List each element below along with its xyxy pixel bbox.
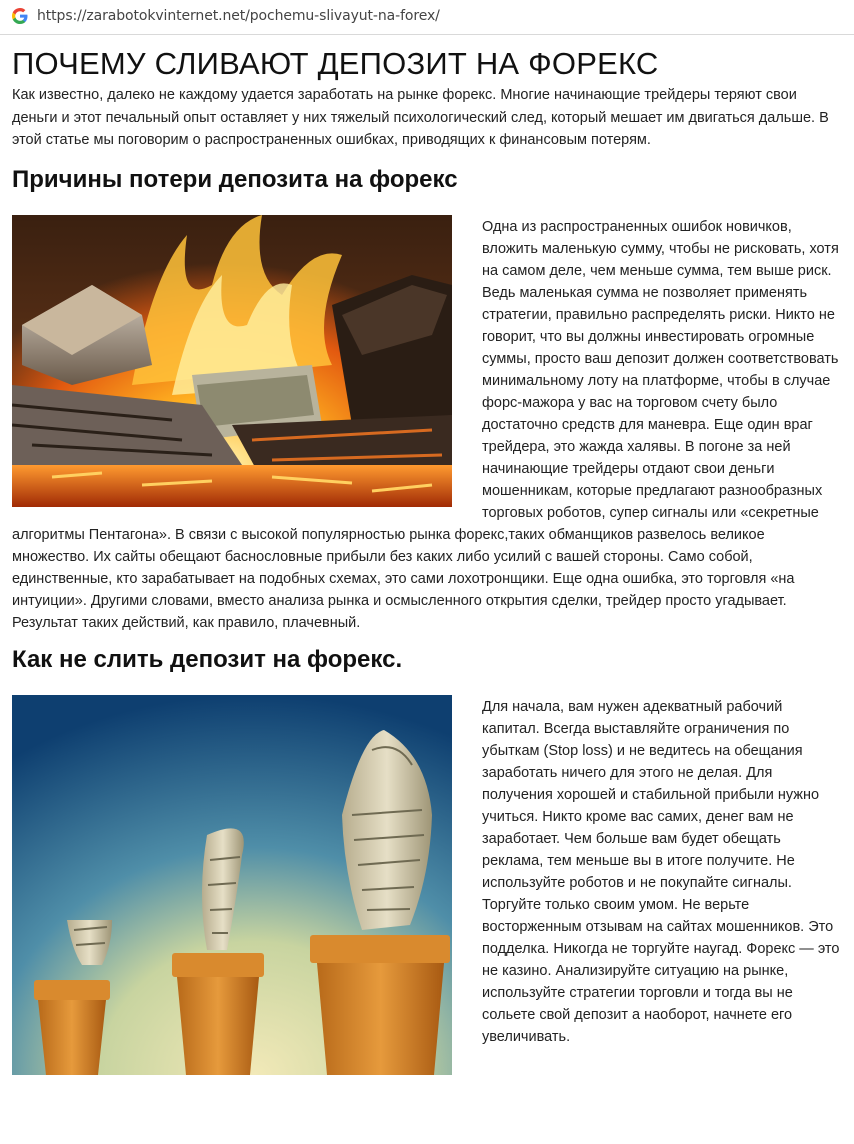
section2-text: Для начала, вам нужен адекватный рабочий капитал. Всегда выставляйте ограничения по убыткам (Stop loss) и не ведитесь на обещания заработать ничего для этого не делая. Для получения хорошей и стабильной прибыли нужно учиться. Никто кроме вас самих, денег вам не заработает. Чем больше вам будет обещать реклама, тем меньше вы в итоге получите. Не используйте роботов и не покупайте сигналы. Торгуйте только своим умом. Не верьте восторженным отзывам на сайтах мошенников. Это подделка. Никогда не торгуйте наугад. Форекс — это не казино. Анализируйте ситуацию на рынке, используйте стратегии торговли и тогда вы не сольете свой депозит а наоборот, начнете его увеличивать. [482,698,840,1045]
page-title: ПОЧЕМУ СЛИВАЮТ ДЕПОЗИТ НА ФОРЕКС [12,46,659,81]
url-text[interactable]: https://zarabotokvinternet.net/pochemu-slivayut-na-forex/ [37,8,440,24]
money-plants-pots-photo [12,695,452,1075]
section1-text: Одна из распространенных ошибок новичков, вложить маленькую сумму, чтобы не рисковать, хотя на самом деле, чем меньше сумма, тем выше риск. Ведь маленькая сумма не позволяет применять стратегии, правильно распределять риски. Никто не говорит, что вы должны инвестировать огромные суммы, просто ваш депозит должен соответствовать минимальному лоту на платформе, чтобы в случае форс-мажора у вас на торговом счету было достаточно средств для маневра. Еще один враг трейдера, это жажда халявы. В погоне за ней начинающие трейдеры отдают свои деньги мошенникам, которые предлагают разнообразных торговых роботов, супер сигналы или «секретные алгоритмы Пентагона». В связи с высокой популярностью рынка форекс,таких обманщиков развелось великое множество. Их сайты обещают баснословные прибыли без каких либо усилий с вашей стороны. Само собой, единственные, кто зарабатывает на подобных схемах, это сами лохотронщики. Еще одна ошибка, это торговля «на интуиции». Другими словами, вместо анализа рынка и осмысленного открытия сделки, трейдер просто угадывает. Результат таких действий, как правило, плачевный. [12,218,839,631]
section1-heading: Причины потери депозита на форекс [12,165,458,193]
article [12,44,844,1077]
google-g-icon [12,8,28,24]
intro-paragraph: Как известно, далеко не каждому удается заработать на рынке форекс. Многие начинающие трейдеры теряют свои деньги и этот печальный опыт оставляет у них тяжелый психологический след, который мешает им двигаться дальше. В этой статье мы поговорим о распространенных ошибках, приводящих к финансовым потерям. [12,87,829,148]
browser-address-bar[interactable] [0,0,854,35]
section2-heading: Как не слить депозит на форекс. [12,645,403,673]
burning-money-photo [12,215,452,507]
